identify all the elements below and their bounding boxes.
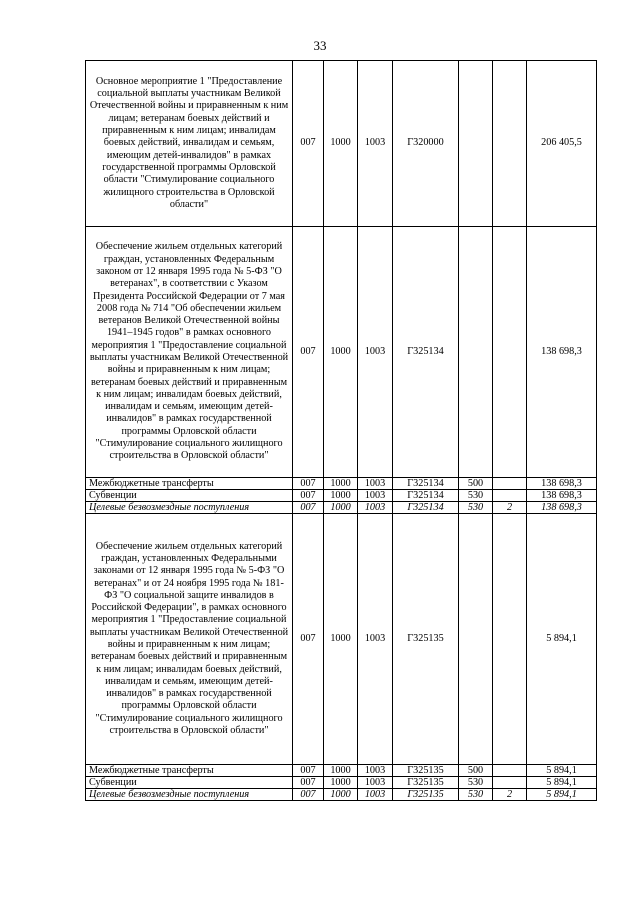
expense-type-code: 500 bbox=[459, 478, 493, 490]
section-code: 1000 bbox=[324, 61, 358, 227]
ministry-code: 007 bbox=[293, 478, 324, 490]
source-code bbox=[493, 227, 527, 478]
table-row bbox=[86, 490, 597, 502]
target-article-code: Г325135 bbox=[393, 514, 459, 765]
row-description: Межбюджетные трансферты bbox=[86, 765, 293, 777]
ministry-code: 007 bbox=[293, 227, 324, 478]
budget-table bbox=[85, 60, 597, 801]
section-code: 1000 bbox=[324, 789, 358, 801]
source-code bbox=[493, 514, 527, 765]
target-article-code: Г325134 bbox=[393, 227, 459, 478]
section-code: 1000 bbox=[324, 514, 358, 765]
subsection-code: 1003 bbox=[358, 227, 393, 478]
row-description: Целевые безвозмездные поступления bbox=[86, 789, 293, 801]
target-article-code: Г325135 bbox=[393, 789, 459, 801]
subsection-code: 1003 bbox=[358, 789, 393, 801]
source-code: 2 bbox=[493, 502, 527, 514]
expense-type-code: 530 bbox=[459, 777, 493, 789]
source-code bbox=[493, 61, 527, 227]
row-description: Межбюджетные трансферты bbox=[86, 478, 293, 490]
amount-value: 138 698,3 bbox=[527, 478, 597, 490]
amount-value: 138 698,3 bbox=[527, 227, 597, 478]
amount-value: 138 698,3 bbox=[527, 502, 597, 514]
expense-type-code bbox=[459, 227, 493, 478]
section-code: 1000 bbox=[324, 502, 358, 514]
subsection-code: 1003 bbox=[358, 502, 393, 514]
amount-value: 206 405,5 bbox=[527, 61, 597, 227]
ministry-code: 007 bbox=[293, 490, 324, 502]
section-code: 1000 bbox=[324, 478, 358, 490]
ministry-code: 007 bbox=[293, 61, 324, 227]
table-row bbox=[86, 777, 597, 789]
ministry-code: 007 bbox=[293, 777, 324, 789]
target-article-code: Г320000 bbox=[393, 61, 459, 227]
row-description: Субвенции bbox=[86, 490, 293, 502]
target-article-code: Г325135 bbox=[393, 777, 459, 789]
expense-type-code bbox=[459, 514, 493, 765]
table-row bbox=[86, 502, 597, 514]
table-row bbox=[86, 514, 597, 765]
page-number: 33 bbox=[313, 38, 327, 53]
amount-value: 5 894,1 bbox=[527, 765, 597, 777]
expense-type-code: 530 bbox=[459, 502, 493, 514]
source-code: 2 bbox=[493, 789, 527, 801]
target-article-code: Г325135 bbox=[393, 765, 459, 777]
ministry-code: 007 bbox=[293, 514, 324, 765]
table-row bbox=[86, 227, 597, 478]
target-article-code: Г325134 bbox=[393, 502, 459, 514]
source-code bbox=[493, 490, 527, 502]
subsection-code: 1003 bbox=[358, 490, 393, 502]
row-description: Субвенции bbox=[86, 777, 293, 789]
expense-type-code: 530 bbox=[459, 490, 493, 502]
table-row bbox=[86, 765, 597, 777]
ministry-code: 007 bbox=[293, 765, 324, 777]
source-code bbox=[493, 777, 527, 789]
row-description: Основное мероприятие 1 "Предоставление социальной выплаты участникам Великой Отечественной войны и приравненным к ним лицам; ветеранам боевых действий и приравненным к ним лицам; инвалидам боевых действий, инвалидам и семьям, имеющим детей-инвалидов" в рамках государственной программы Орловской области "Стимулирование социального жилищного строительства в Орловской области" bbox=[86, 61, 293, 227]
subsection-code: 1003 bbox=[358, 514, 393, 765]
row-description: Обеспечение жильем отдельных категорий граждан, установленных Федеральными законами от 12 января 1995 года № 5-ФЗ "О ветеранах" и от 24 ноября 1995 года № 181-ФЗ "О социальной защите инвалидов в Российской Федерации", в рамках основного мероприятия 1 "Предоставление социальной выплаты участникам Великой Отечественной войны и приравненным к ним лицам; ветеранам боевых действий и приравненным к ним лицам; инвалидам боевых действий, инвалидам и семьям, имеющим детей-инвалидов" в рамках государственной программы Орловской области "Стимулирование социального жилищного строительства в Орловской области" bbox=[86, 514, 293, 765]
table-row bbox=[86, 789, 597, 801]
row-description: Обеспечение жильем отдельных категорий граждан, установленных Федеральным законом от 12 января 1995 года № 5-ФЗ "О ветеранах", в соответствии с Указом Президента Российской Федерации от 7 мая 2008 года № 714 "Об обеспечении жильем ветеранов Великой Отечественной войны 1941–1945 годов" в рамках основного мероприятия 1 "Предоставление социальной выплаты участникам Великой Отечественной войны и приравненным к ним лицам; ветеранам боевых действий и приравненным к ним лицам; инвалидам боевых действий, инвалидам и семьям, имеющим детей-инвалидов" в рамках государственной программы Орловской области "Стимулирование социального жилищного строительства в Орловской области" bbox=[86, 227, 293, 478]
ministry-code: 007 bbox=[293, 502, 324, 514]
subsection-code: 1003 bbox=[358, 765, 393, 777]
expense-type-code: 500 bbox=[459, 765, 493, 777]
subsection-code: 1003 bbox=[358, 777, 393, 789]
section-code: 1000 bbox=[324, 777, 358, 789]
expense-type-code bbox=[459, 61, 493, 227]
budget-table-body bbox=[86, 61, 597, 801]
target-article-code: Г325134 bbox=[393, 490, 459, 502]
amount-value: 5 894,1 bbox=[527, 777, 597, 789]
expense-type-code: 530 bbox=[459, 789, 493, 801]
table-row bbox=[86, 478, 597, 490]
subsection-code: 1003 bbox=[358, 61, 393, 227]
source-code bbox=[493, 478, 527, 490]
section-code: 1000 bbox=[324, 227, 358, 478]
amount-value: 138 698,3 bbox=[527, 490, 597, 502]
subsection-code: 1003 bbox=[358, 478, 393, 490]
amount-value: 5 894,1 bbox=[527, 514, 597, 765]
ministry-code: 007 bbox=[293, 789, 324, 801]
section-code: 1000 bbox=[324, 490, 358, 502]
target-article-code: Г325134 bbox=[393, 478, 459, 490]
source-code bbox=[493, 765, 527, 777]
section-code: 1000 bbox=[324, 765, 358, 777]
table-row bbox=[86, 61, 597, 227]
amount-value: 5 894,1 bbox=[527, 789, 597, 801]
row-description: Целевые безвозмездные поступления bbox=[86, 502, 293, 514]
